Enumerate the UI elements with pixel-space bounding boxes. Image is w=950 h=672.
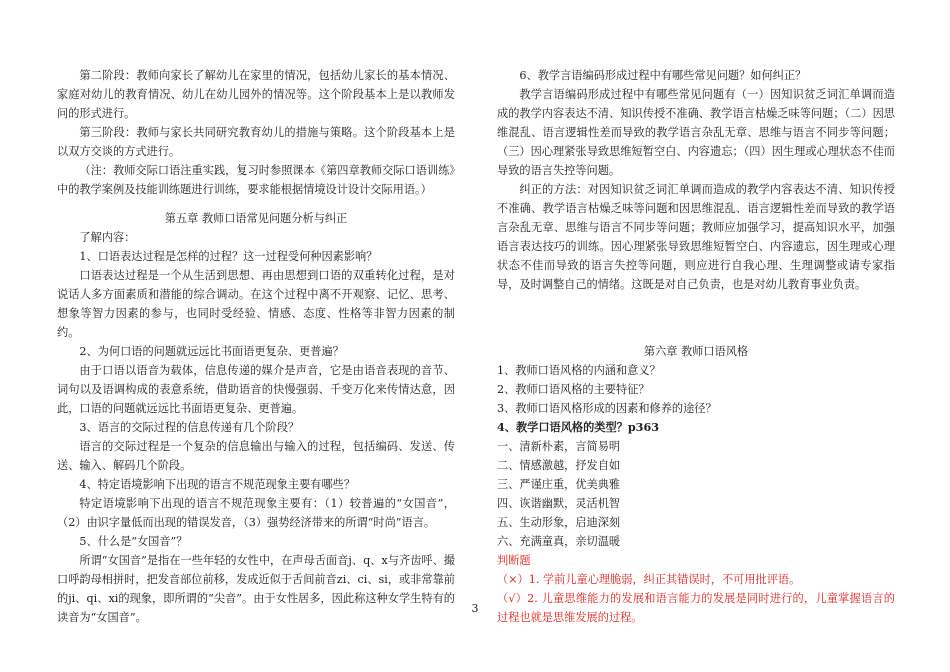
answer-4: 特定语境影响下出现的语言不规范现象主要有：（1）较普遍的“女国音”，（2）由识字量低而出现的错误发音，（3）强势经济带来的所谓“时尚”语言。 xyxy=(57,497,455,529)
question-5: 5、什么是“女国音”？ xyxy=(79,535,188,548)
judge-item-1: （×）1. 学前儿童心理脆弱，纠正其错误时，不可用批评语。 xyxy=(497,573,801,586)
answer-6-problems: 教学言语编码形成过程中有哪些常见问题有（一）因知识贫乏词汇单调而造成的教学内容表达不清、知识传授不准确、教学语言枯燥乏味等问题；（二）因思维混乱、语言逻辑性差而导致的教学语言杂乱无章、思维与语言不同步等问题；（三）因心理紧张导致思维短暂空白、内容遗忘；（四）因生理或心理状态不佳而导致的语言失控等问题。 xyxy=(497,88,895,177)
question-1: 1、口语表达过程是怎样的过程？这一过程受何种因素影响？ xyxy=(79,250,378,263)
chapter6-question-1: 1、教师口语风格的内涵和意义？ xyxy=(497,364,661,377)
stage-three-paragraph: 第三阶段：教师与家长共同研究教育幼儿的措施与策略。这个阶段基本上是以双方交谈的方式进行。 xyxy=(57,126,455,158)
answer-3: 语言的交际过程是一个复杂的信息输出与输入的过程，包括编码、发送、传送、输入、解码几个阶段。 xyxy=(57,440,455,472)
question-4: 4、特定语境影响下出现的语言不规范现象主要有哪些？ xyxy=(79,478,356,491)
style-item: 二、情感激越，抒发自如 xyxy=(497,459,621,472)
answer-2: 由于口语以语音为载体，信息传递的媒介是声音，它是由语音表现的音节、词句以及语调构成的表意系统，借助语音的快慢强弱、千变万化来传情达意，因此，口语的问题就远远比书面语更复杂、更普遍。 xyxy=(57,364,455,415)
style-item: 三、严谨庄重，优美典雅 xyxy=(497,478,621,491)
question-2: 2、为何口语的问题就远远比书面语更复杂、更普遍？ xyxy=(79,345,344,358)
chapter5-title: 第五章 教师口语常见问题分析与纠正 xyxy=(164,212,348,225)
style-item: 一、清新朴素，言简易明 xyxy=(497,440,621,453)
note-paragraph: （注：教师交际口语注重实践，复习时参照课本《第四章教师交际口语训练》中的教学案例及技能训练题进行训练，要求能根据情境设计设计交际用语。） xyxy=(57,164,455,196)
question-6: 6、教学言语编码形成过程中有哪些常见问题？如何纠正？ xyxy=(519,69,807,82)
chapter6-question-4: 4、教学口语风格的类型？p363 xyxy=(497,420,660,434)
chapter6-title: 第六章 教师口语风格 xyxy=(643,345,749,358)
judge-item-2: （√）2. 儿童思维能力的发展和语言能力的发展是同时进行的，儿童掌握语言的过程也就是思维发展的过程。 xyxy=(497,592,895,624)
chapter6-question-2: 2、教师口语风格的主要特征？ xyxy=(497,383,650,396)
question-3: 3、语言的交际过程的信息传递有几个阶段？ xyxy=(79,421,300,434)
left-column xyxy=(57,66,455,627)
intro-label: 了解内容： xyxy=(79,231,136,244)
stage-two-paragraph: 第二阶段：教师向家长了解幼儿在家里的情况，包括幼儿家长的基本情况、家庭对幼儿的教育情况、幼儿在幼儿园外的情况等。这个阶段基本上是以教师发问的形式进行。 xyxy=(57,69,455,120)
style-item: 六、充满童真，亲切温暖 xyxy=(497,535,621,548)
style-item: 五、生动形象，启迪深刻 xyxy=(497,516,621,529)
page-number: 3 xyxy=(471,602,479,615)
chapter6-question-3: 3、教师口语风格形成的因素和修养的途径？ xyxy=(497,402,717,415)
style-item: 四、诙谐幽默，灵活机智 xyxy=(497,497,621,510)
judge-title: 判断题 xyxy=(497,554,531,567)
answer-6-methods: 纠正的方法：对因知识贫乏词汇单调而造成的教学内容表达不清、知识传授不准确、教学语言枯燥乏味等问题和因思维混乱、语言逻辑性差而导致的教学语言杂乱无章、思维与语言不同步等问题；教师应加强学习，提高知识水平，加强语言表达技巧的训练。因心理紧张导致思维短暂空白、内容遗忘，因生理或心理状态不佳而导致的语言失控等问题，则应进行自我心理、生理调整或请专家指导，及时调整自己的情绪。这既是对自己负责，也是对幼儿教育事业负责。 xyxy=(497,183,895,291)
answer-5: 所谓“女国音”是指在一些年轻的女性中，在声母舌面音j、q、x与齐齿呼、撮口呼韵母相拼时，把发音部位前移，发成近似于舌间前音zi、ci、si，或非常靠前的ji、qi、xi的现象，即所谓的“尖音”。由于女性居多，因此称这种女学生特有的读音为“女国音”。 xyxy=(57,554,455,624)
answer-1: 口语表达过程是一个从生活到思想、再由思想到口语的双重转化过程，是对说话人多方面素质和潜能的综合调动。在这个过程中离不开观察、记忆、思考、想象等智力因素的参与，也同时受经验、情感、态度、性格等非智力因素的制约。 xyxy=(57,269,455,339)
right-column xyxy=(497,66,895,627)
